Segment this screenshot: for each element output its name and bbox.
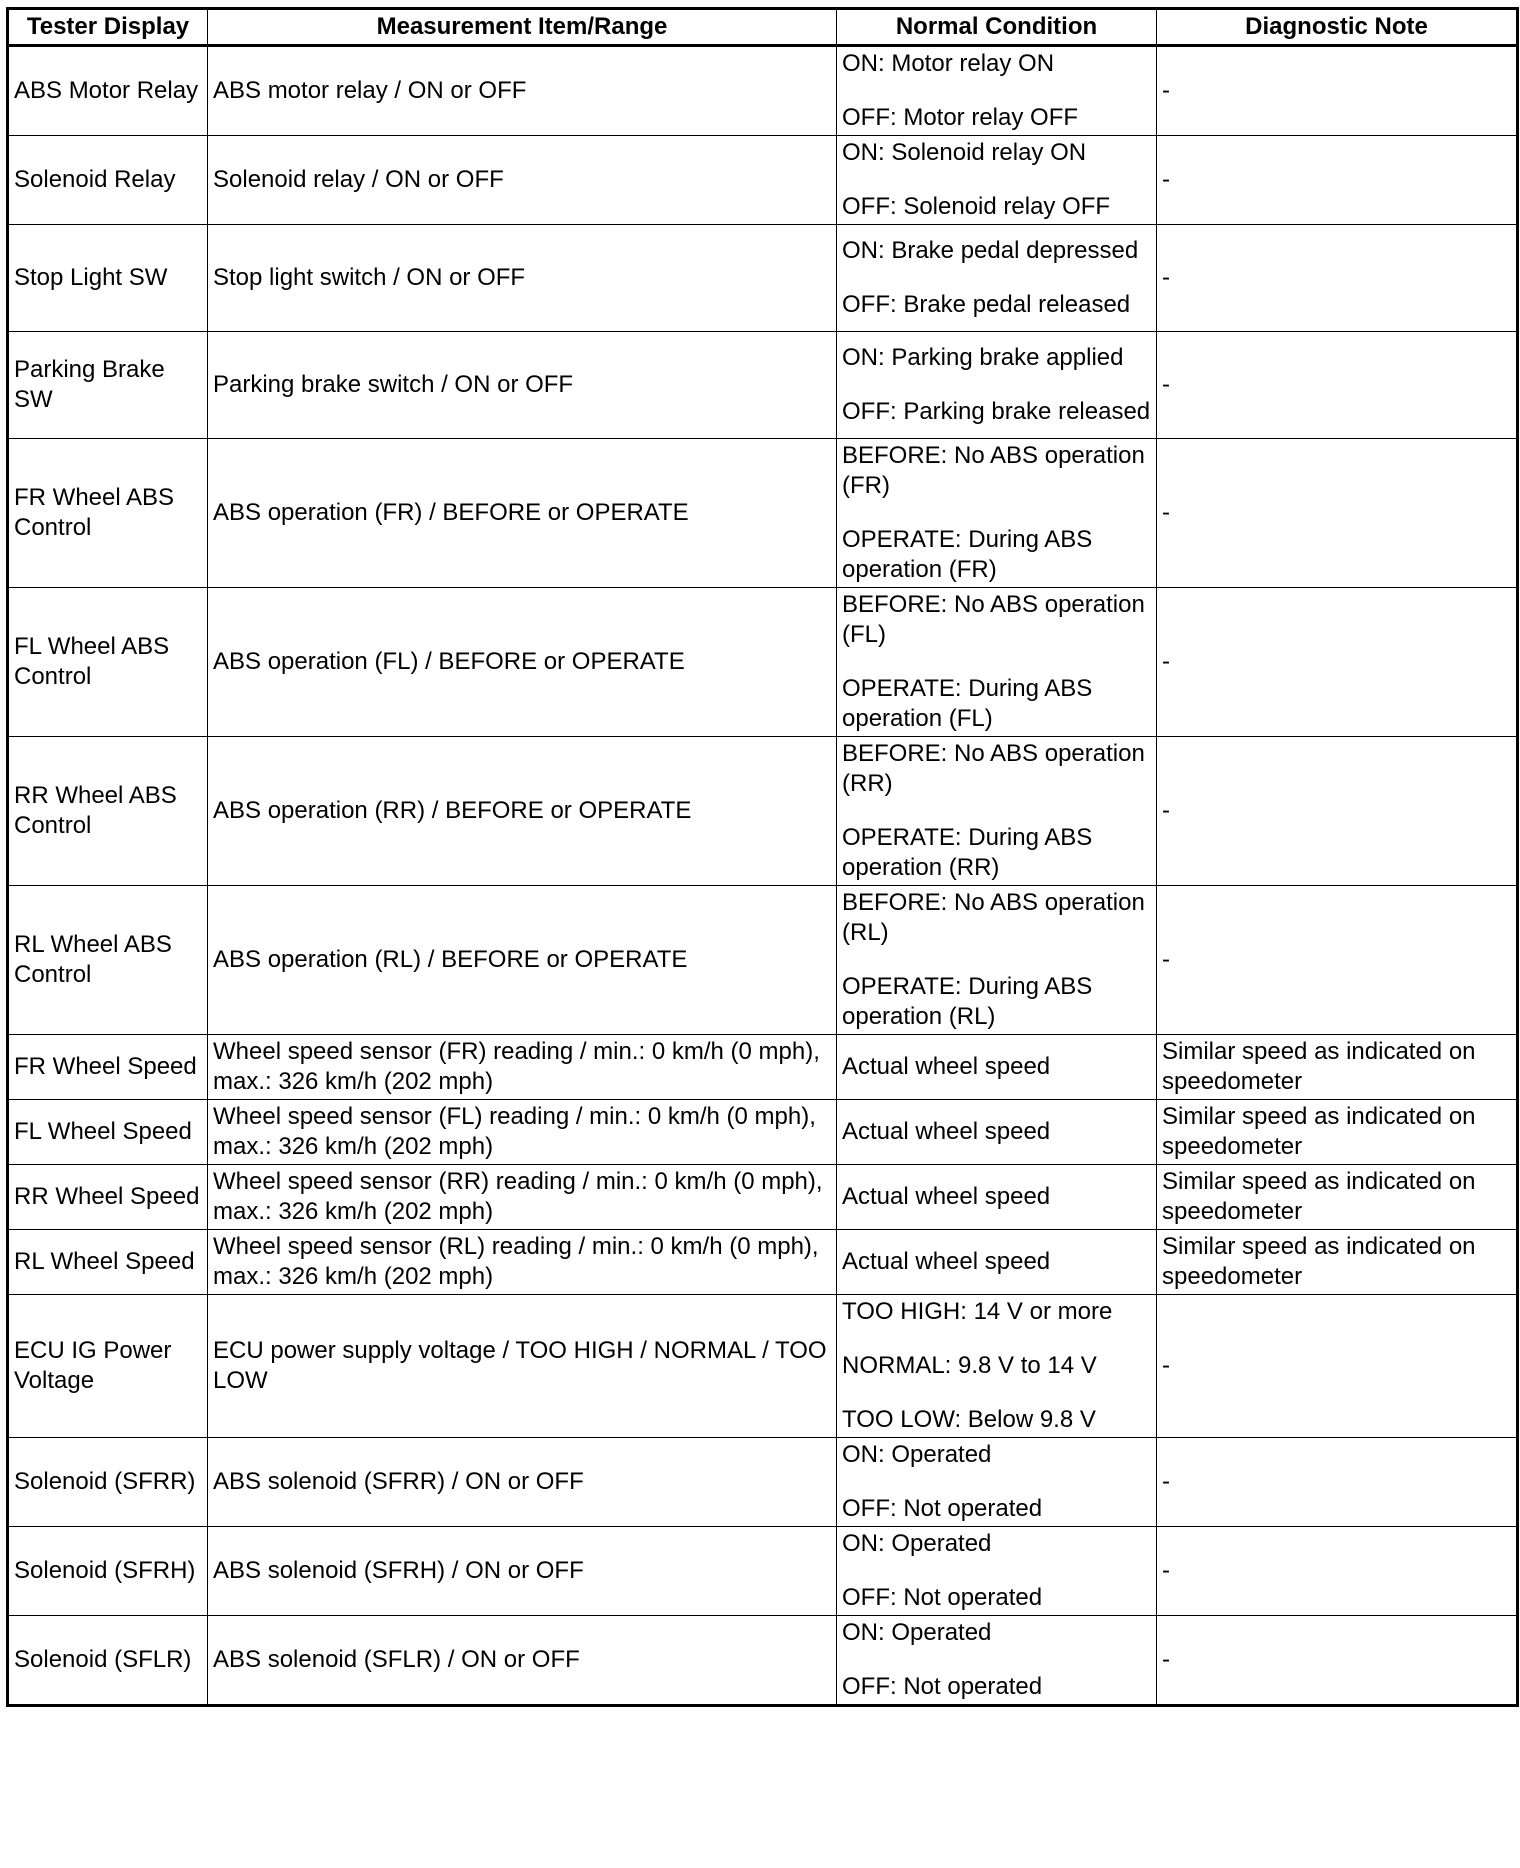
- condition-line: ON: Operated: [842, 1441, 992, 1468]
- condition-line: Actual wheel speed: [842, 1183, 1051, 1210]
- table-row: [8, 588, 1518, 737]
- condition-line: OPERATE: During ABS operation (RL): [842, 973, 1093, 1030]
- tester-display-cell: RL Wheel Speed: [8, 1230, 208, 1295]
- normal-condition-cell: [837, 886, 1157, 1035]
- diagnostic-note-cell: -: [1157, 588, 1518, 737]
- diagnostic-note-cell: -: [1157, 332, 1518, 439]
- condition-line: ON: Operated: [842, 1530, 992, 1557]
- normal-condition-cell: [837, 1035, 1157, 1100]
- diagnostic-note-cell: -: [1157, 1295, 1518, 1438]
- measurement-item-cell: Parking brake switch / ON or OFF: [208, 332, 837, 439]
- table-row: [8, 1165, 1518, 1230]
- condition-line: NORMAL: 9.8 V to 14 V: [842, 1352, 1097, 1379]
- document-page: [6, 7, 1516, 1707]
- condition-line: BEFORE: No ABS operation (RR): [842, 740, 1145, 797]
- tester-display-cell: RR Wheel Speed: [8, 1165, 208, 1230]
- diagnostic-note-cell: -: [1157, 1438, 1518, 1527]
- condition-line: ON: Solenoid relay ON: [842, 139, 1087, 166]
- normal-condition-cell: [837, 1438, 1157, 1527]
- normal-condition-cell: [837, 1230, 1157, 1295]
- normal-condition-cell: [837, 1165, 1157, 1230]
- normal-condition-cell: [837, 46, 1157, 136]
- normal-condition-cell: [837, 225, 1157, 332]
- condition-line: BEFORE: No ABS operation (FR): [842, 442, 1145, 499]
- measurement-item-cell: ABS solenoid (SFRR) / ON or OFF: [208, 1438, 837, 1527]
- condition-line: OFF: Parking brake released: [842, 398, 1151, 425]
- measurement-item-cell: ABS operation (RL) / BEFORE or OPERATE: [208, 886, 837, 1035]
- measurement-item-cell: ABS operation (FL) / BEFORE or OPERATE: [208, 588, 837, 737]
- measurement-item-cell: Wheel speed sensor (RL) reading / min.: 0 km/h (0 mph), max.: 326 km/h (202 mph): [208, 1230, 837, 1295]
- tester-display-cell: FL Wheel Speed: [8, 1100, 208, 1165]
- condition-line: TOO HIGH: 14 V or more: [842, 1298, 1113, 1325]
- tester-display-cell: Solenoid (SFRH): [8, 1527, 208, 1616]
- normal-condition-cell: [837, 1100, 1157, 1165]
- diagnostic-note-cell: -: [1157, 1616, 1518, 1706]
- condition-line: OFF: Brake pedal released: [842, 291, 1131, 318]
- normal-condition-cell: [837, 588, 1157, 737]
- normal-condition-cell: [837, 1527, 1157, 1616]
- normal-condition-cell: [837, 1616, 1157, 1706]
- tester-display-cell: RR Wheel ABS Control: [8, 737, 208, 886]
- condition-line: ON: Brake pedal depressed: [842, 237, 1139, 264]
- normal-condition-cell: [837, 1295, 1157, 1438]
- tester-display-cell: Solenoid Relay: [8, 136, 208, 225]
- condition-line: ON: Parking brake applied: [842, 344, 1124, 371]
- table-header: [8, 9, 1518, 46]
- table-row: [8, 1527, 1518, 1616]
- diagnostic-note-cell: -: [1157, 136, 1518, 225]
- table-row: [8, 136, 1518, 225]
- measurement-item-cell: ABS motor relay / ON or OFF: [208, 46, 837, 136]
- condition-line: Actual wheel speed: [842, 1053, 1051, 1080]
- diagnostic-note-cell: Similar speed as indicated on speedometer: [1157, 1100, 1518, 1165]
- condition-line: OPERATE: During ABS operation (RR): [842, 824, 1093, 881]
- measurement-item-cell: ABS operation (RR) / BEFORE or OPERATE: [208, 737, 837, 886]
- table-row: [8, 886, 1518, 1035]
- table-row: [8, 439, 1518, 588]
- condition-line: OFF: Not operated: [842, 1584, 1043, 1611]
- table-row: [8, 46, 1518, 136]
- table-row: [8, 1438, 1518, 1527]
- table-row: [8, 1100, 1518, 1165]
- table-row: [8, 1616, 1518, 1706]
- condition-line: BEFORE: No ABS operation (FL): [842, 591, 1145, 648]
- measurement-item-cell: Stop light switch / ON or OFF: [208, 225, 837, 332]
- condition-line: TOO LOW: Below 9.8 V: [842, 1406, 1096, 1433]
- condition-line: ON: Motor relay ON: [842, 50, 1055, 77]
- condition-line: Actual wheel speed: [842, 1118, 1051, 1145]
- measurement-item-cell: Wheel speed sensor (FL) reading / min.: 0 km/h (0 mph), max.: 326 km/h (202 mph): [208, 1100, 837, 1165]
- tester-display-cell: Stop Light SW: [8, 225, 208, 332]
- diagnostic-note-cell: -: [1157, 886, 1518, 1035]
- tester-display-cell: FR Wheel Speed: [8, 1035, 208, 1100]
- normal-condition-cell: [837, 136, 1157, 225]
- header-normal-condition: Normal Condition: [837, 9, 1157, 46]
- condition-line: Actual wheel speed: [842, 1248, 1051, 1275]
- tester-display-cell: Parking Brake SW: [8, 332, 208, 439]
- normal-condition-cell: [837, 737, 1157, 886]
- diagnostic-note-cell: -: [1157, 225, 1518, 332]
- tester-display-cell: FL Wheel ABS Control: [8, 588, 208, 737]
- header-measurement-item: Measurement Item/Range: [208, 9, 837, 46]
- measurement-item-cell: Wheel speed sensor (RR) reading / min.: 0 km/h (0 mph), max.: 326 km/h (202 mph): [208, 1165, 837, 1230]
- table-row: [8, 332, 1518, 439]
- header-tester-display: Tester Display: [8, 9, 208, 46]
- table-row: [8, 1295, 1518, 1438]
- condition-line: OFF: Solenoid relay OFF: [842, 193, 1111, 220]
- measurement-item-cell: ABS operation (FR) / BEFORE or OPERATE: [208, 439, 837, 588]
- tester-display-cell: Solenoid (SFRR): [8, 1438, 208, 1527]
- table-row: [8, 1230, 1518, 1295]
- condition-line: OPERATE: During ABS operation (FL): [842, 675, 1093, 732]
- diagnostic-note-cell: Similar speed as indicated on speedometer: [1157, 1230, 1518, 1295]
- measurement-item-cell: ECU power supply voltage / TOO HIGH / NORMAL / TOO LOW: [208, 1295, 837, 1438]
- condition-line: ON: Operated: [842, 1619, 992, 1646]
- table-row: [8, 737, 1518, 886]
- tester-display-cell: RL Wheel ABS Control: [8, 886, 208, 1035]
- header-row: [8, 9, 1518, 46]
- diagnostic-note-cell: -: [1157, 46, 1518, 136]
- tester-display-cell: FR Wheel ABS Control: [8, 439, 208, 588]
- tester-display-cell: Solenoid (SFLR): [8, 1616, 208, 1706]
- condition-line: OFF: Not operated: [842, 1673, 1043, 1700]
- measurement-item-cell: Solenoid relay / ON or OFF: [208, 136, 837, 225]
- diagnostic-note-cell: Similar speed as indicated on speedometer: [1157, 1165, 1518, 1230]
- table-row: [8, 225, 1518, 332]
- measurement-item-cell: Wheel speed sensor (FR) reading / min.: 0 km/h (0 mph), max.: 326 km/h (202 mph): [208, 1035, 837, 1100]
- measurement-item-cell: ABS solenoid (SFRH) / ON or OFF: [208, 1527, 837, 1616]
- header-diagnostic-note: Diagnostic Note: [1157, 9, 1518, 46]
- measurement-item-cell: ABS solenoid (SFLR) / ON or OFF: [208, 1616, 837, 1706]
- normal-condition-cell: [837, 439, 1157, 588]
- condition-line: BEFORE: No ABS operation (RL): [842, 889, 1145, 946]
- diagnostic-note-cell: -: [1157, 1527, 1518, 1616]
- normal-condition-cell: [837, 332, 1157, 439]
- diagnostic-note-cell: -: [1157, 737, 1518, 886]
- diagnostic-note-cell: -: [1157, 439, 1518, 588]
- condition-line: OFF: Motor relay OFF: [842, 104, 1079, 131]
- data-list-table: [6, 7, 1519, 1707]
- condition-line: OFF: Not operated: [842, 1495, 1043, 1522]
- table-body: [8, 46, 1518, 1706]
- table-row: [8, 1035, 1518, 1100]
- tester-display-cell: ECU IG Power Voltage: [8, 1295, 208, 1438]
- condition-line: OPERATE: During ABS operation (FR): [842, 526, 1093, 583]
- tester-display-cell: ABS Motor Relay: [8, 46, 208, 136]
- diagnostic-note-cell: Similar speed as indicated on speedometer: [1157, 1035, 1518, 1100]
